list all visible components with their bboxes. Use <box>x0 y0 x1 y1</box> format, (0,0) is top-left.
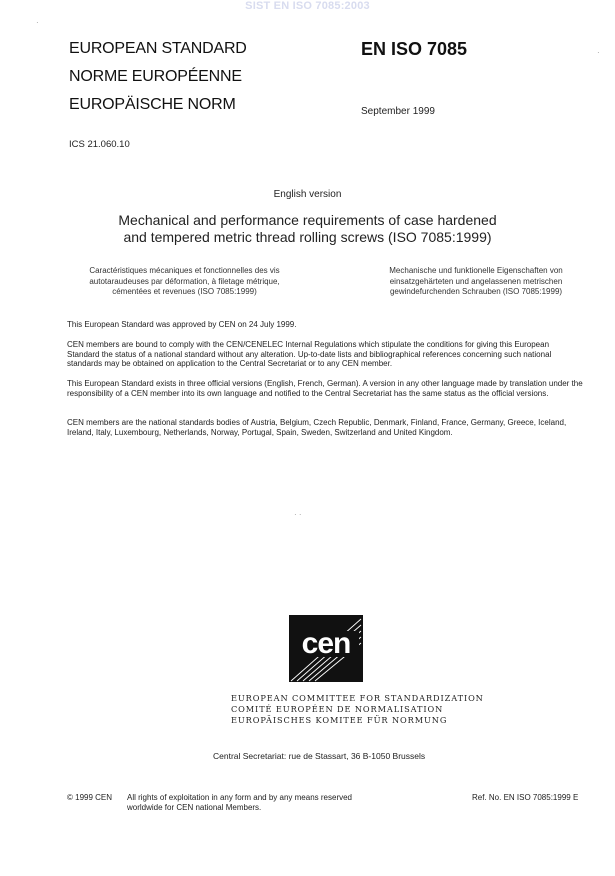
header-european-standard: EUROPEAN STANDARD <box>69 40 247 57</box>
german-title <box>381 266 571 298</box>
ics-code: ICS 21.060.10 <box>69 139 130 150</box>
approval-paragraph: This European Standard was approved by CEN on 24 July 1999. <box>67 320 297 329</box>
cen-logo-text: cen <box>301 627 351 660</box>
central-secretariat-address: Central Secretariat: rue de Stassart, 36 B-1050 Brussels <box>213 751 426 761</box>
german-title-line-3: gewindefurchenden Schrauben (ISO 7085:1999) <box>389 287 563 296</box>
french-title-line-3: cémentées et revenues (ISO 7085:1999) <box>112 287 257 296</box>
title-line-2: and tempered metric thread rolling screws (ISO 7085:1999) <box>123 229 492 245</box>
scan-speck: · <box>36 18 39 27</box>
rights-notice <box>127 793 352 813</box>
org-name-english: EUROPEAN COMMITTEE FOR STANDARDIZATION <box>231 693 484 703</box>
document-title <box>80 212 535 246</box>
cen-logo-graphic <box>289 615 363 682</box>
german-title-line-1: Mechanische und funktionelle Eigenschaften von <box>389 266 563 275</box>
language-version: English version <box>273 189 342 200</box>
standard-number: EN ISO 7085 <box>361 39 468 59</box>
scan-speck: · · <box>294 510 302 519</box>
rights-line-2: worldwide for CEN national Members. <box>127 803 262 812</box>
french-title <box>77 266 292 298</box>
org-name-french: COMITÉ EUROPÉEN DE NORMALISATION <box>231 704 444 714</box>
scan-speck: · <box>597 48 600 57</box>
french-title-line-2: autotaraudeuses par déformation, à filetage métrique, <box>89 276 280 286</box>
members-paragraph: CEN members are the national standards bodies of Austria, Belgium, Czech Republic, Denmark, Finland, France, Germany, Greece, Iceland, Ireland, Italy, Luxembourg, Netherlands, Norway, Portugal, Spain, Sweden, Switzerland and United Kingdom. <box>67 418 567 437</box>
watermark: SIST EN ISO 7085:2003 <box>245 0 370 12</box>
german-title-line-2: einsatzgehärteten und angelassenen metrischen <box>389 276 563 286</box>
copyright: © 1999 CEN <box>67 793 113 802</box>
reference-number: Ref. No. EN ISO 7085:1999 E <box>472 793 579 802</box>
versions-paragraph: This European Standard exists in three official versions (English, French, German). A version in any other language made by translation under the responsibility of a CEN member into its own language and notified to the Central Secretariat has the same status as the official versions. <box>67 379 583 398</box>
rights-line-1: All rights of exploitation in any form and by any means reserved <box>127 793 353 802</box>
header-norme-europeenne: NORME EUROPÉENNE <box>69 68 242 85</box>
french-title-line-1: Caractéristiques mécaniques et fonctionnelles des vis <box>89 266 280 275</box>
publication-date: September 1999 <box>361 106 435 117</box>
org-name-german: EUROPÄISCHES KOMITEE FÜR NORMUNG <box>231 715 448 725</box>
cen-logo <box>289 615 363 682</box>
header-europaische-norm: EUROPÄISCHE NORM <box>69 96 236 113</box>
title-line-1: Mechanical and performance requirements of case hardened <box>118 212 497 228</box>
compliance-paragraph: CEN members are bound to comply with the CEN/CENELEC Internal Regulations which stipulate the conditions for giving this European Standard the status of a national standard without any alteration. Up-to-date lists and bibliographical references concerning such national standards may be obtained on application to the Central Secretariat or to any CEN member. <box>67 340 552 368</box>
